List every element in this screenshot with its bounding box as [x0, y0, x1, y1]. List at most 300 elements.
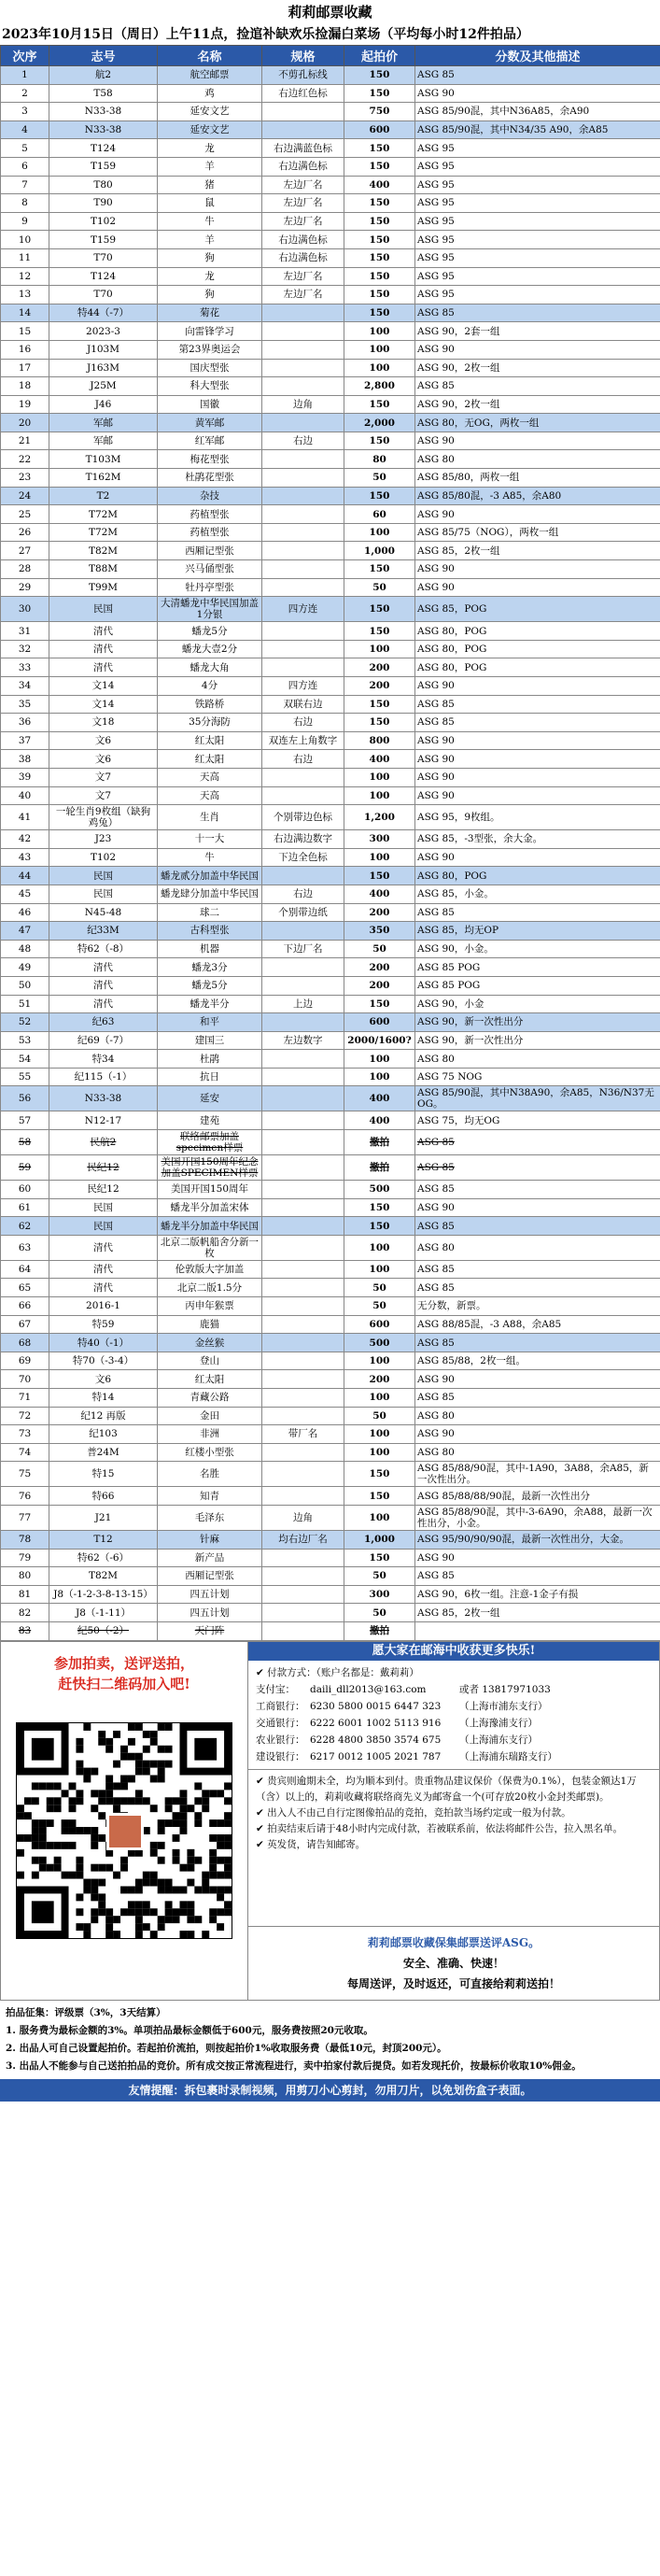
issue-code-cell: 航2 [49, 66, 158, 85]
spec-cell [262, 976, 344, 995]
start-price-cell: 150 [344, 194, 415, 213]
start-price-cell: 300 [344, 1585, 415, 1604]
spec-cell [262, 450, 344, 469]
table-row [1, 695, 660, 714]
grade-desc-cell: ASG 85/88/90混，其中-3-6A90，余A88，最新一次性出分，小金。 [415, 1505, 660, 1530]
issue-code-cell: T72M [49, 523, 158, 542]
grade-desc-cell: ASG 90 [415, 432, 660, 450]
stamp-name-cell: 第23界奥运会 [158, 340, 262, 359]
check-icon: ✔ [256, 1838, 268, 1850]
issue-code-cell: 清代 [49, 958, 158, 977]
grade-desc-cell: ASG 90 [415, 768, 660, 786]
lot-number-cell: 43 [1, 848, 49, 867]
grade-desc-cell: ASG 85 [415, 1260, 660, 1279]
grade-desc-cell: ASG 90 [415, 578, 660, 597]
info-panel [248, 1642, 659, 2000]
start-price-cell: 150 [344, 695, 415, 714]
grade-desc-cell: ASG 90 [415, 1198, 660, 1217]
promo-line-1: 参加拍卖，送评送拍， [53, 1654, 194, 1672]
table-row [1, 66, 660, 85]
table-row [1, 304, 660, 322]
spec-cell: 右边 [262, 750, 344, 769]
table-row [1, 1155, 660, 1181]
start-price-cell: 400 [344, 885, 415, 903]
lot-number-cell: 22 [1, 450, 49, 469]
check-icon: ✔ [256, 1822, 268, 1834]
issue-code-cell: 一轮生肖9枚组（缺狗鸡兔） [49, 805, 158, 830]
start-price-cell: 150 [344, 84, 415, 103]
start-price-cell: 60 [344, 505, 415, 524]
spec-cell [262, 469, 344, 488]
issue-code-cell: 特70（-3-4） [49, 1352, 158, 1370]
qr-avatar-icon [106, 1813, 144, 1850]
grade-desc-cell: ASG 85 POG [415, 976, 660, 995]
grade-desc-cell: ASG 95 [415, 231, 660, 249]
rules-section [0, 2001, 660, 2079]
start-price-cell: 100 [344, 1235, 415, 1260]
issue-code-cell: 民国 [49, 867, 158, 885]
start-price-cell: 500 [344, 1181, 415, 1199]
stamp-name-cell: 建苑 [158, 1111, 262, 1130]
stamp-name-cell: 机器 [158, 940, 262, 958]
lot-number-cell: 2 [1, 84, 49, 103]
issue-code-cell: 民纪12 [49, 1181, 158, 1199]
grade-desc-cell: ASG 85 [415, 1181, 660, 1199]
grade-desc-cell: ASG 85/88/90混，其中-1A90，3A88，余A85，新一次性出分。 [415, 1462, 660, 1487]
grade-desc-cell: ASG 85 POG [415, 958, 660, 977]
issue-code-cell: 纪63 [49, 1013, 158, 1032]
note-item [256, 1837, 652, 1853]
table-row [1, 120, 660, 139]
issue-code-cell: 特40（-1） [49, 1334, 158, 1352]
issue-code-cell: T159 [49, 231, 158, 249]
lot-number-cell: 13 [1, 286, 49, 304]
spec-cell [262, 1235, 344, 1260]
rules-heading: 拍品征集：评级票（3%，3天结算） [6, 2006, 166, 2018]
start-price-cell: 150 [344, 1198, 415, 1217]
grade-desc-cell: ASG 85，小金。 [415, 885, 660, 903]
stamp-name-cell: 北京二版1.5分 [158, 1279, 262, 1297]
issue-code-cell: 民纪12 [49, 1155, 158, 1181]
stamp-name-cell: 蟠龙大角 [158, 658, 262, 677]
stamp-name-cell: 龙 [158, 139, 262, 158]
table-row [1, 1567, 660, 1586]
issue-code-cell: T72M [49, 505, 158, 524]
start-price-cell: 150 [344, 304, 415, 322]
issue-code-cell: 特15 [49, 1462, 158, 1487]
start-price-cell: 2,800 [344, 377, 415, 396]
footer-banner: 愿大家在邮海中收获更多快乐! [248, 1642, 659, 1661]
lot-number-cell: 72 [1, 1407, 49, 1425]
spec-cell: 上边 [262, 995, 344, 1013]
lot-number-cell: 81 [1, 1585, 49, 1604]
start-price-cell: 350 [344, 922, 415, 941]
start-price-cell: 80 [344, 450, 415, 469]
spec-cell: 双联右边 [262, 695, 344, 714]
lots-table [0, 45, 660, 1641]
table-row [1, 157, 660, 176]
issue-code-cell: 纪69（-7） [49, 1031, 158, 1050]
table-row [1, 1425, 660, 1444]
start-price-cell: 100 [344, 640, 415, 658]
stamp-name-cell: 天高 [158, 786, 262, 805]
table-row [1, 995, 660, 1013]
spec-cell: 右边 [262, 432, 344, 450]
start-price-cell: 100 [344, 340, 415, 359]
start-price-cell: 50 [344, 1297, 415, 1316]
payment-row [256, 1698, 652, 1715]
spec-cell [262, 1155, 344, 1181]
spec-cell [262, 1086, 344, 1111]
spec-cell [262, 1370, 344, 1389]
issue-code-cell: N45-48 [49, 903, 158, 922]
lot-number-cell: 12 [1, 267, 49, 286]
stamp-name-cell: 天高 [158, 768, 262, 786]
issue-code-cell: 文14 [49, 677, 158, 696]
table-row [1, 903, 660, 922]
table-row [1, 377, 660, 396]
start-price-cell: 50 [344, 1567, 415, 1586]
spec-cell [262, 542, 344, 560]
table-row [1, 940, 660, 958]
stamp-name-cell: 联络邮票加盖specimen样票 [158, 1130, 262, 1155]
grade-desc-cell: ASG 75，均无OG [415, 1111, 660, 1130]
note-text: 英发货，请告知邮寄。 [267, 1838, 366, 1850]
issue-code-cell: 文7 [49, 786, 158, 805]
spec-cell [262, 640, 344, 658]
table-row [1, 597, 660, 622]
stamp-name-cell: 狗 [158, 286, 262, 304]
start-price-cell: 50 [344, 469, 415, 488]
payment-account: 6230 5800 0015 6447 323 [310, 1700, 442, 1712]
stamp-name-cell: 天门阵 [158, 1621, 262, 1640]
table-row [1, 1013, 660, 1032]
lot-number-cell: 19 [1, 395, 49, 414]
lot-number-cell: 15 [1, 322, 49, 341]
lot-number-cell: 69 [1, 1352, 49, 1370]
slogan-line-2: 安全、准确、快速！ [402, 1956, 504, 1970]
lot-number-cell: 65 [1, 1279, 49, 1297]
issue-code-cell: T90 [49, 194, 158, 213]
stamp-name-cell: 牛 [158, 848, 262, 867]
stamp-name-cell: 西厢记型张 [158, 1567, 262, 1586]
table-row [1, 450, 660, 469]
table-row [1, 1462, 660, 1487]
table-row [1, 414, 660, 432]
spec-cell [262, 867, 344, 885]
grade-desc-cell: ASG 88/85混，-3 A88，余A85 [415, 1315, 660, 1334]
grade-desc-cell: ASG 80 [415, 1050, 660, 1069]
grade-desc-cell: ASG 90，2枚一组 [415, 359, 660, 377]
lot-number-cell: 60 [1, 1181, 49, 1199]
payment-section [248, 1661, 659, 1770]
stamp-name-cell: 35分海防 [158, 714, 262, 732]
lot-number-cell: 18 [1, 377, 49, 396]
lot-number-cell: 34 [1, 677, 49, 696]
start-price-cell: 100 [344, 786, 415, 805]
payment-note: （上海浦东瑞路支行） [459, 1750, 557, 1762]
qr-code-icon[interactable] [16, 1722, 232, 1939]
stamp-name-cell: 鼠 [158, 194, 262, 213]
stamp-name-cell: 球二 [158, 903, 262, 922]
stamp-name-cell: 建国三 [158, 1031, 262, 1050]
lot-number-cell: 54 [1, 1050, 49, 1069]
lot-number-cell: 36 [1, 714, 49, 732]
start-price-cell: 100 [344, 322, 415, 341]
start-price-cell: 150 [344, 1549, 415, 1567]
table-row [1, 1217, 660, 1236]
header-cell: 起拍价 [344, 46, 415, 66]
spec-cell [262, 1334, 344, 1352]
start-price-cell: 150 [344, 395, 415, 414]
grade-desc-cell: ASG 95，9枚组。 [415, 805, 660, 830]
stamp-name-cell: 金丝猴 [158, 1334, 262, 1352]
start-price-cell: 400 [344, 176, 415, 194]
start-price-cell: 400 [344, 1111, 415, 1130]
table-row [1, 1111, 660, 1130]
start-price-cell: 1,000 [344, 542, 415, 560]
spec-cell [262, 1315, 344, 1334]
table-row [1, 578, 660, 597]
stamp-name-cell: 蟠龙3分 [158, 958, 262, 977]
issue-code-cell: 清代 [49, 1279, 158, 1297]
grade-desc-cell: ASG 85 [415, 1389, 660, 1408]
table-row [1, 267, 660, 286]
spec-cell [262, 1487, 344, 1506]
grade-desc-cell: ASG 80，POG [415, 867, 660, 885]
table-row [1, 248, 660, 267]
table-row [1, 1604, 660, 1622]
issue-code-cell: 文7 [49, 768, 158, 786]
start-price-cell: 100 [344, 1505, 415, 1530]
grade-desc-cell: ASG 90，小金。 [415, 940, 660, 958]
lot-number-cell: 26 [1, 523, 49, 542]
stamp-name-cell: 青藏公路 [158, 1389, 262, 1408]
table-row [1, 786, 660, 805]
issue-code-cell: T82M [49, 1567, 158, 1586]
lot-number-cell: 45 [1, 885, 49, 903]
table-row [1, 286, 660, 304]
issue-code-cell: 民国 [49, 1198, 158, 1217]
spec-cell [262, 622, 344, 641]
spec-cell [262, 487, 344, 505]
spec-cell: 四方连 [262, 677, 344, 696]
grade-desc-cell: ASG 90 [415, 677, 660, 696]
lot-number-cell: 8 [1, 194, 49, 213]
stamp-name-cell: 美国开国150周年 [158, 1181, 262, 1199]
start-price-cell: 1,000 [344, 1530, 415, 1549]
table-row [1, 640, 660, 658]
table-row [1, 1260, 660, 1279]
start-price-cell: 100 [344, 1260, 415, 1279]
stamp-name-cell: 名胜 [158, 1462, 262, 1487]
payment-note: （上海豫浦支行） [459, 1717, 538, 1729]
stamp-name-cell: 蟠龙贰分加盖中华民国 [158, 867, 262, 885]
spec-cell: 右边 [262, 714, 344, 732]
issue-code-cell: 军邮 [49, 432, 158, 450]
note-item [256, 1805, 652, 1821]
issue-code-cell: 文18 [49, 714, 158, 732]
spec-cell [262, 1130, 344, 1155]
table-row [1, 1443, 660, 1462]
stamp-name-cell: 药植型张 [158, 505, 262, 524]
issue-code-cell: 民国 [49, 885, 158, 903]
start-price-cell: 150 [344, 597, 415, 622]
stamp-name-cell: 针麻 [158, 1530, 262, 1549]
issue-code-cell: 特34 [49, 1050, 158, 1069]
table-row [1, 1621, 660, 1640]
spec-cell: 下边厂名 [262, 940, 344, 958]
start-price-cell: 200 [344, 903, 415, 922]
grade-desc-cell: ASG 85 [415, 714, 660, 732]
note-item [256, 1774, 652, 1805]
start-price-cell: 100 [344, 1443, 415, 1462]
payment-label: 交通银行： [256, 1717, 305, 1729]
issue-code-cell: 文6 [49, 1370, 158, 1389]
start-price-cell: 100 [344, 359, 415, 377]
issue-code-cell: 文6 [49, 750, 158, 769]
spec-cell [262, 1279, 344, 1297]
table-row [1, 84, 660, 103]
start-price-cell: 50 [344, 1407, 415, 1425]
issue-code-cell: 纪50（-2） [49, 1621, 158, 1640]
grade-desc-cell: ASG 90 [415, 848, 660, 867]
start-price-cell: 50 [344, 1604, 415, 1622]
issue-code-cell: 清代 [49, 640, 158, 658]
spec-cell: 带厂名 [262, 1425, 344, 1444]
lot-number-cell: 11 [1, 248, 49, 267]
spec-cell [262, 578, 344, 597]
spec-cell: 右边满色标 [262, 248, 344, 267]
spec-cell: 右边红色标 [262, 84, 344, 103]
table-row [1, 1130, 660, 1155]
table-row [1, 1315, 660, 1334]
start-price-cell: 100 [344, 1389, 415, 1408]
lot-number-cell: 79 [1, 1549, 49, 1567]
stamp-name-cell: 菊花 [158, 304, 262, 322]
grade-desc-cell: ASG 80 [415, 450, 660, 469]
stamp-name-cell: 羊 [158, 231, 262, 249]
grade-desc-cell: ASG 85 [415, 1334, 660, 1352]
start-price-cell: 150 [344, 248, 415, 267]
stamp-name-cell: 古科型张 [158, 922, 262, 941]
stamp-name-cell: 黄军邮 [158, 414, 262, 432]
stamp-name-cell: 生肖 [158, 805, 262, 830]
lot-number-cell: 82 [1, 1604, 49, 1622]
lot-number-cell: 51 [1, 995, 49, 1013]
table-row [1, 523, 660, 542]
stamp-name-cell: 美国开国150周年纪念加盖SPECIMEN样票 [158, 1155, 262, 1181]
grade-desc-cell: ASG 85，-3型张，余大金。 [415, 830, 660, 849]
spec-cell [262, 560, 344, 579]
grade-desc-cell: ASG 90，2套一组 [415, 322, 660, 341]
grade-desc-cell: ASG 85 [415, 1217, 660, 1236]
spec-cell [262, 922, 344, 941]
issue-code-cell: J8（-1-11） [49, 1604, 158, 1622]
lot-number-cell: 38 [1, 750, 49, 769]
issue-code-cell: T124 [49, 267, 158, 286]
start-price-cell: 150 [344, 487, 415, 505]
start-price-cell: 150 [344, 1462, 415, 1487]
grade-desc-cell: ASG 85/90混，其中N34/35 A90，余A85 [415, 120, 660, 139]
spec-cell [262, 1621, 344, 1640]
spec-cell [262, 1217, 344, 1236]
table-row [1, 1068, 660, 1086]
lot-number-cell: 25 [1, 505, 49, 524]
rules-item: 3. 出品人不能参与自己送拍拍品的竞价。所有成交按正常流程进行，卖中拍家付款后提贷。如若发现托价，按最标价收取10%佣金。 [6, 2059, 582, 2072]
start-price-cell: 500 [344, 1334, 415, 1352]
stamp-name-cell: 铁路桥 [158, 695, 262, 714]
issue-code-cell: T159 [49, 157, 158, 176]
table-row [1, 560, 660, 579]
stamp-name-cell: 红军邮 [158, 432, 262, 450]
table-row [1, 432, 660, 450]
spec-cell [262, 1111, 344, 1130]
issue-code-cell: 特62（-8） [49, 940, 158, 958]
grade-desc-cell: ASG 85/75（NOG），两枚一组 [415, 523, 660, 542]
start-price-cell: 撤拍 [344, 1155, 415, 1181]
grade-desc-cell [415, 1621, 660, 1640]
start-price-cell: 400 [344, 750, 415, 769]
spec-cell [262, 1549, 344, 1567]
table-row [1, 1585, 660, 1604]
start-price-cell: 100 [344, 1425, 415, 1444]
issue-code-cell: 2016-1 [49, 1297, 158, 1316]
stamp-name-cell: 金田 [158, 1407, 262, 1425]
grade-desc-cell: ASG 90 [415, 505, 660, 524]
grade-desc-cell: ASG 85，2枚一组 [415, 542, 660, 560]
lots-table-body [1, 66, 660, 1641]
lot-number-cell: 59 [1, 1155, 49, 1181]
grade-desc-cell: ASG 85 [415, 1130, 660, 1155]
spec-cell [262, 1297, 344, 1316]
stamp-name-cell: 四五计划 [158, 1604, 262, 1622]
table-row [1, 139, 660, 158]
stamp-name-cell: 蟠龙半分加盖宋体 [158, 1198, 262, 1217]
issue-code-cell: N33-38 [49, 103, 158, 121]
spec-cell: 均右边厂名 [262, 1530, 344, 1549]
start-price-cell: 400 [344, 1086, 415, 1111]
issue-code-cell: J103M [49, 340, 158, 359]
lot-number-cell: 67 [1, 1315, 49, 1334]
lot-number-cell: 77 [1, 1505, 49, 1530]
lot-number-cell: 39 [1, 768, 49, 786]
spec-cell: 左边厂名 [262, 194, 344, 213]
stamp-name-cell: 航空邮票 [158, 66, 262, 85]
grade-desc-cell: ASG 90 [415, 560, 660, 579]
lot-number-cell: 20 [1, 414, 49, 432]
table-row [1, 750, 660, 769]
page-subtitle: 2023年10月15日（周日）上午11点，捡逭补缺欢乐捡漏白菜场（平均每小时12件拍品） [2, 27, 529, 42]
stamp-name-cell: 知青 [158, 1487, 262, 1506]
spec-cell: 左边厂名 [262, 267, 344, 286]
payment-label: 建设银行： [256, 1750, 305, 1762]
payment-note: （上海市浦东支行） [459, 1700, 548, 1712]
spec-cell: 右边满边数字 [262, 830, 344, 849]
grade-desc-cell: ASG 95 [415, 194, 660, 213]
notes-section [248, 1770, 659, 1927]
footer-block [0, 1641, 660, 2001]
lot-number-cell: 35 [1, 695, 49, 714]
grade-desc-cell: ASG 95 [415, 139, 660, 158]
grade-desc-cell: ASG 90 [415, 786, 660, 805]
issue-code-cell: 特14 [49, 1389, 158, 1408]
payment-row [256, 1715, 652, 1732]
table-row [1, 714, 660, 732]
spec-cell [262, 120, 344, 139]
table-row [1, 658, 660, 677]
payment-account: daili_dll2013@163.com [310, 1683, 427, 1695]
